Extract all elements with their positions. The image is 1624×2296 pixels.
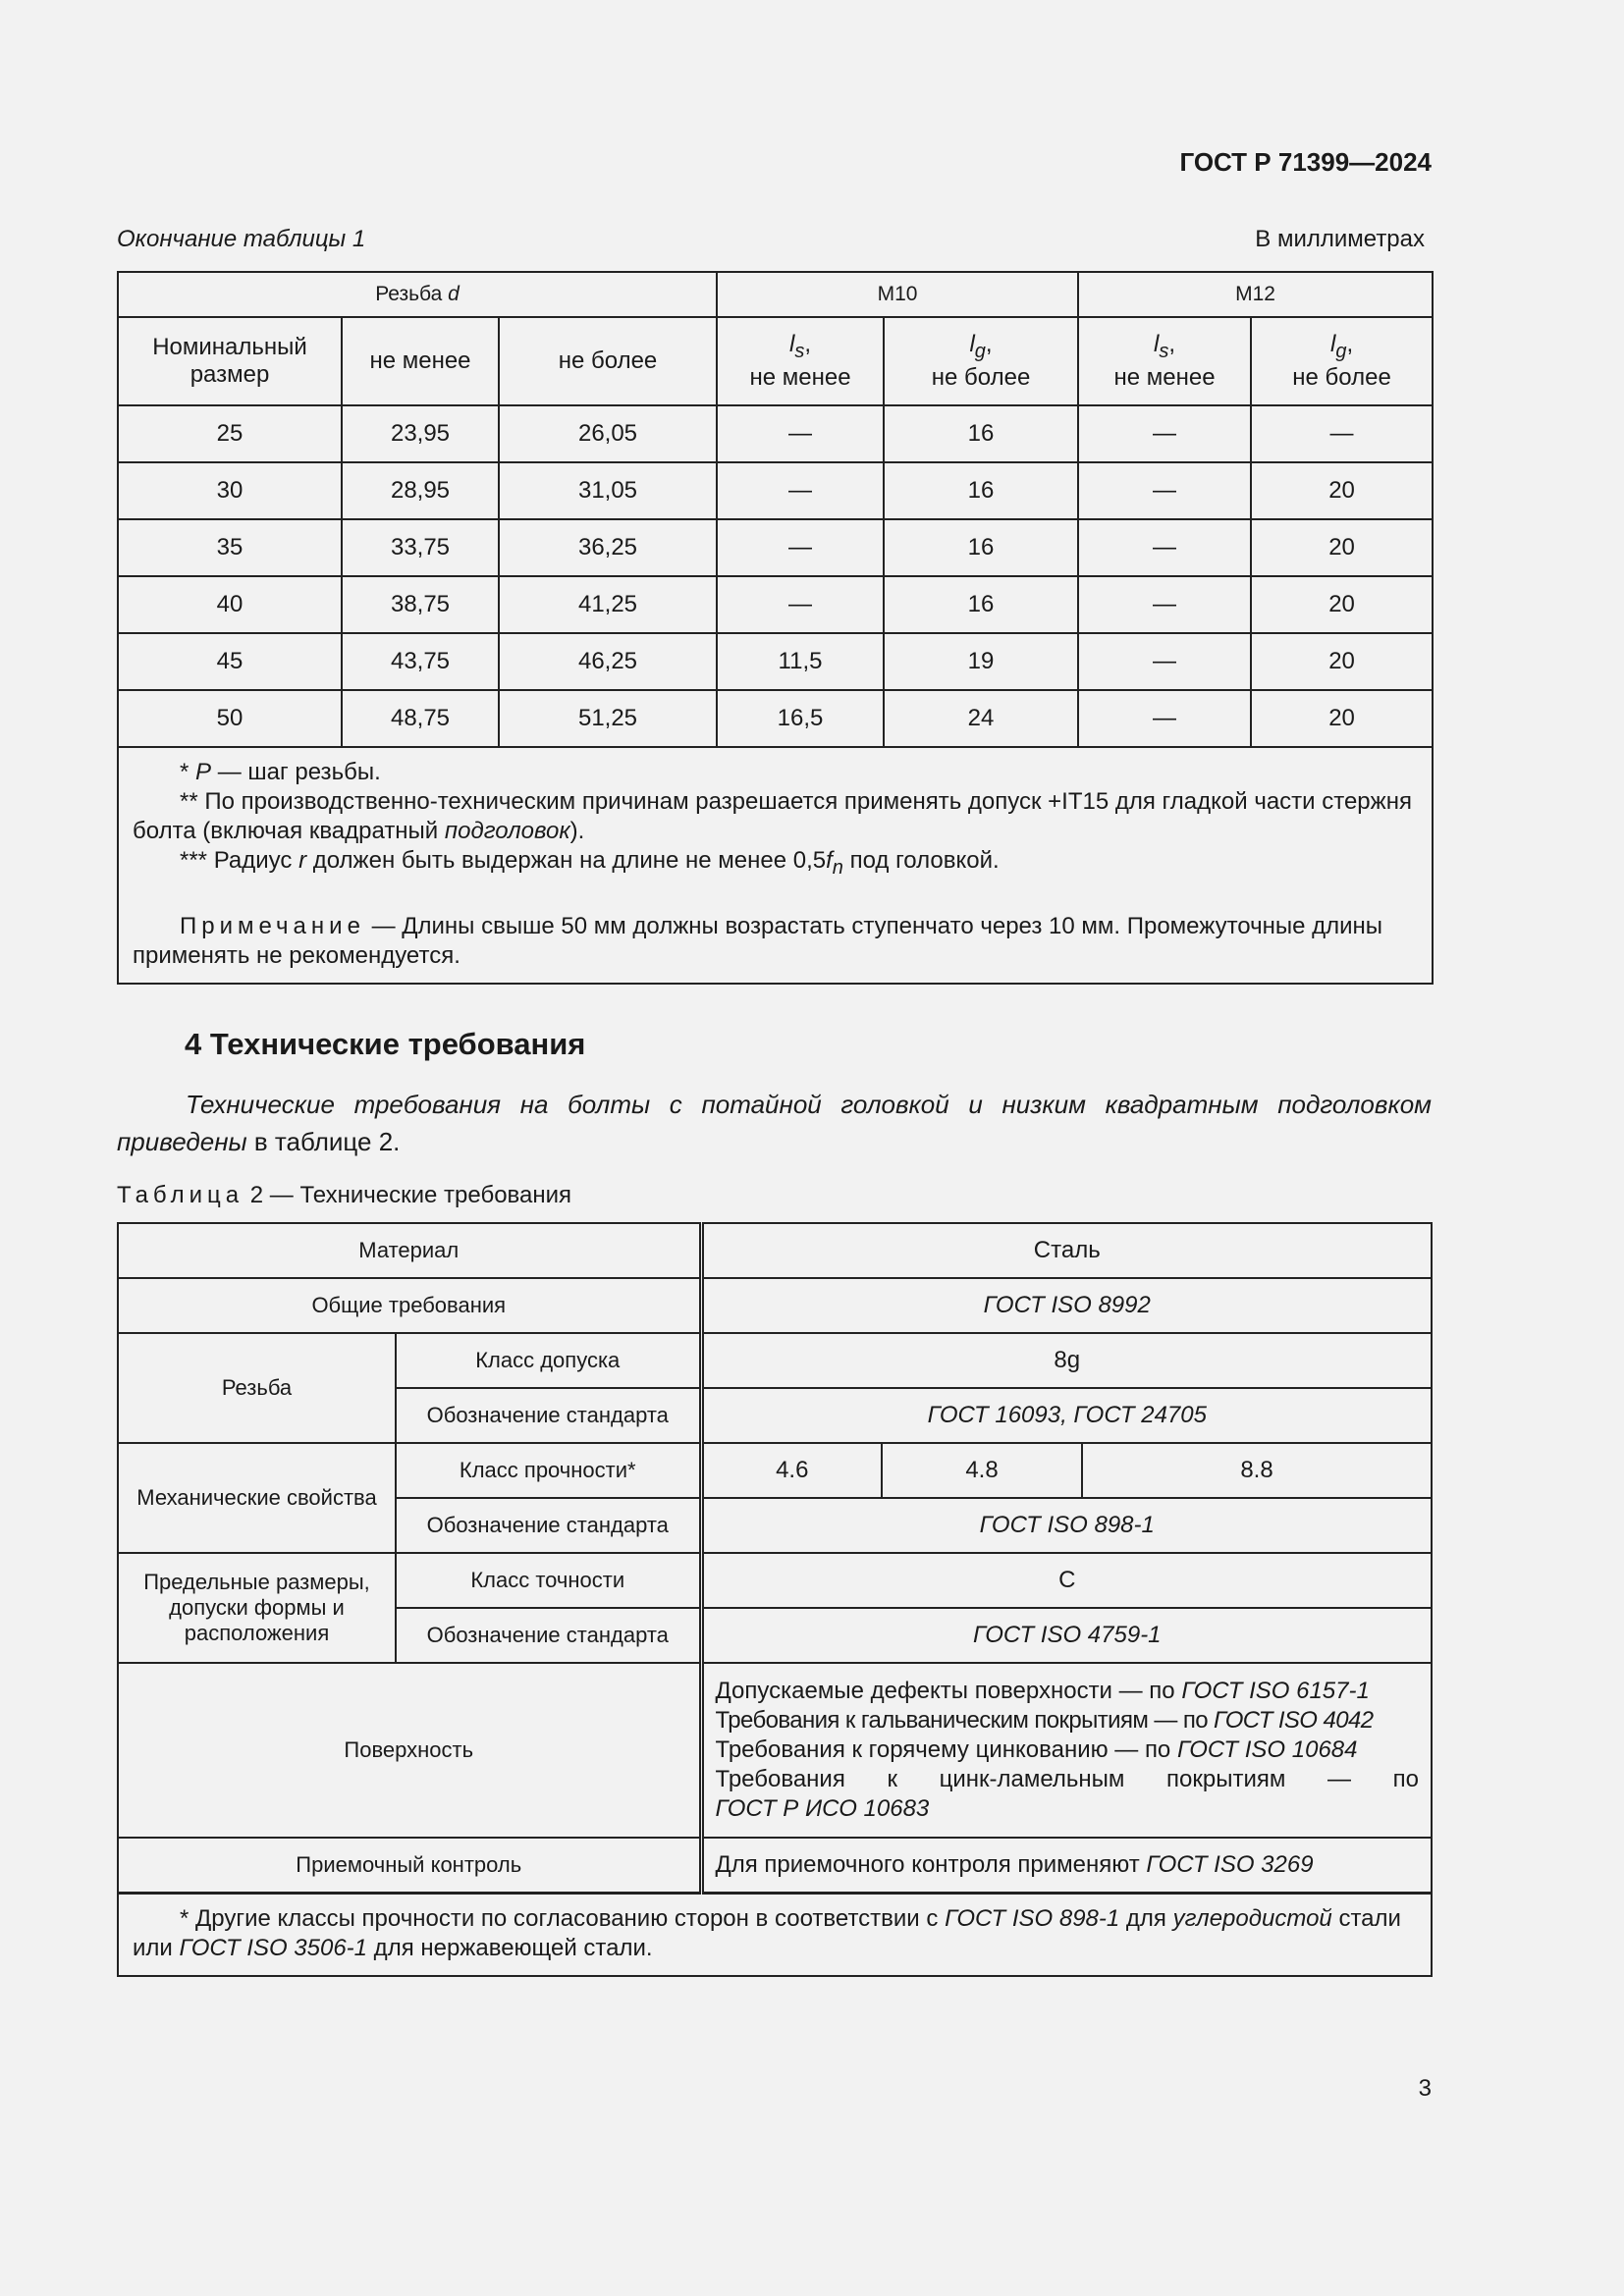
table2-footnote: * Другие классы прочности по согласованию сторон в соответствии с ГОСТ ISO 898-1 для углеродистой стали или ГОСТ ISO 3506-1 для нержавеющей стали.	[118, 1894, 1432, 1977]
thread-standard-value: ГОСТ 16093, ГОСТ 24705	[701, 1388, 1432, 1443]
mechanical-properties-label: Механические свойства	[118, 1443, 396, 1553]
table-row	[118, 1663, 1432, 1838]
table1	[117, 271, 1434, 985]
cell: 30	[118, 462, 342, 519]
cell: 20	[1251, 519, 1433, 576]
cell: 24	[884, 690, 1078, 747]
cell: 26,05	[499, 405, 717, 462]
thread-label: Резьба	[118, 1333, 396, 1443]
table1-caption: Окончание таблицы 1	[117, 226, 366, 252]
surface-line: Требования к горячему цинкованию — по ГОСТ ISO 10684	[715, 1736, 1358, 1763]
min-header: не менее	[342, 317, 499, 405]
table-row	[118, 462, 1433, 519]
table-row	[118, 1223, 1432, 1278]
cell: 43,75	[342, 633, 499, 690]
table1-column-header-row	[118, 317, 1433, 405]
cell: 11,5	[717, 633, 884, 690]
table-row	[118, 1443, 1432, 1498]
strength-class-4-6: 4.6	[701, 1443, 882, 1498]
accuracy-class-label: Класс точности	[396, 1553, 701, 1608]
cell: 46,25	[499, 633, 717, 690]
limits-standard-label: Обозначение стандарта	[396, 1608, 701, 1663]
cell: 23,95	[342, 405, 499, 462]
surface-line: Требования к гальваническим покрытиям — по ГОСТ ISO 4042	[715, 1707, 1374, 1734]
section-4-paragraph: Технические требования на болты с потайной головкой и низким квадратным подголовком приведены в таблице 2.	[117, 1090, 1432, 1156]
cell: 50	[118, 690, 342, 747]
cell: 40	[118, 576, 342, 633]
m10-ls-min-header: $l_s$, не менее	[717, 317, 884, 405]
limits-standard-value: ГОСТ ISO 4759-1	[701, 1608, 1432, 1663]
cell: 31,05	[499, 462, 717, 519]
strength-class-label: Класс прочности*	[396, 1443, 701, 1498]
surface-line: Допускаемые дефекты поверхности — по ГОСТ ISO 6157-1	[715, 1678, 1370, 1704]
acceptance-value: Для приемочного контроля применяют ГОСТ ISO 3269	[701, 1838, 1432, 1894]
cell: 19	[884, 633, 1078, 690]
table-row	[118, 1838, 1432, 1894]
footnote-3: *** Радиус r должен быть выдержан на длине не менее $0,5f_n$ под головкой.	[180, 847, 1000, 879]
strength-class-4-8: 4.8	[882, 1443, 1082, 1498]
surface-line: ГОСТ Р ИСО 10683	[715, 1795, 930, 1822]
document-code: ГОСТ Р 71399—2024	[1179, 147, 1432, 177]
table-row	[118, 1553, 1432, 1608]
cell: 35	[118, 519, 342, 576]
surface-line: Требования к цинк-ламельным покрытиям — по	[715, 1766, 1420, 1792]
table-row	[118, 576, 1433, 633]
max-header: не более	[499, 317, 717, 405]
surface-label: Поверхность	[118, 1663, 701, 1838]
table1-notes	[118, 747, 1433, 984]
cell: —	[1078, 462, 1251, 519]
m10-lg-max-header: $l_g$, не более	[884, 317, 1078, 405]
cell: 25	[118, 405, 342, 462]
material-label: Материал	[118, 1223, 701, 1278]
cell: 28,95	[342, 462, 499, 519]
cell: —	[1078, 405, 1251, 462]
table1-remark: Примечание — Длины свыше 50 мм должны возрастать ступенчато через 10 мм. Промежуточные длины применять не рекомендуется.	[133, 912, 1383, 969]
cell: —	[1078, 519, 1251, 576]
footnote-1: * P — шаг резьбы.	[180, 759, 381, 785]
cell: 33,75	[342, 519, 499, 576]
cell: 16	[884, 405, 1078, 462]
cell: 51,25	[499, 690, 717, 747]
strength-class-8-8: 8.8	[1082, 1443, 1432, 1498]
cell: 16	[884, 519, 1078, 576]
cell: —	[1078, 576, 1251, 633]
cell: 20	[1251, 576, 1433, 633]
table-row	[118, 519, 1433, 576]
cell: 16,5	[717, 690, 884, 747]
cell: 38,75	[342, 576, 499, 633]
cell: 20	[1251, 690, 1433, 747]
m10-group-header: M10	[717, 272, 1078, 317]
table1-notes-row	[118, 747, 1433, 984]
material-value: Сталь	[701, 1223, 1432, 1278]
tolerance-class-value: 8g	[701, 1333, 1432, 1388]
table-row	[118, 1278, 1432, 1333]
cell: 36,25	[499, 519, 717, 576]
table2	[117, 1222, 1433, 1977]
m12-group-header: M12	[1078, 272, 1433, 317]
thread-standard-label: Обозначение стандарта	[396, 1388, 701, 1443]
m12-lg-max-header: $l_g$, не более	[1251, 317, 1433, 405]
accuracy-class-value: C	[701, 1553, 1432, 1608]
general-requirements-label: Общие требования	[118, 1278, 701, 1333]
table2-caption: Таблица 2 — Технические требования	[117, 1182, 572, 1208]
table1-group-header-row	[118, 272, 1433, 317]
cell: —	[717, 519, 884, 576]
cell: 41,25	[499, 576, 717, 633]
page-number: 3	[1418, 2075, 1432, 2102]
tolerance-class-label: Класс допуска	[396, 1333, 701, 1388]
limits-label: Предельные размеры, допуски формы и расположения	[118, 1553, 396, 1663]
footnote-2: ** По производственно-техническим причинам разрешается применять допуск +IT15 для гладкой части стержня болта (включая квадратный подголовок).	[133, 788, 1412, 844]
cell: —	[717, 462, 884, 519]
cell: —	[1251, 405, 1433, 462]
cell: 20	[1251, 633, 1433, 690]
table-row	[118, 1333, 1432, 1388]
cell: —	[717, 405, 884, 462]
cell: —	[1078, 633, 1251, 690]
m12-ls-min-header: $l_s$, не менее	[1078, 317, 1251, 405]
nominal-size-header: Номинальный размер	[118, 317, 342, 405]
cell: 45	[118, 633, 342, 690]
thread-group-header: Резьба d	[118, 272, 717, 317]
general-requirements-value: ГОСТ ISO 8992	[701, 1278, 1432, 1333]
table-row	[118, 633, 1433, 690]
mechanical-standard-label: Обозначение стандарта	[396, 1498, 701, 1553]
table2-footnote-row	[118, 1894, 1432, 1977]
surface-requirements	[701, 1663, 1432, 1838]
table-row	[118, 405, 1433, 462]
table1-units: В миллиметрах	[1255, 226, 1425, 252]
cell: —	[717, 576, 884, 633]
acceptance-label: Приемочный контроль	[118, 1838, 701, 1894]
section-4-title: 4 Технические требования	[185, 1027, 586, 1061]
mechanical-standard-value: ГОСТ ISO 898-1	[701, 1498, 1432, 1553]
cell: 16	[884, 462, 1078, 519]
cell: 48,75	[342, 690, 499, 747]
table-row	[118, 690, 1433, 747]
cell: 16	[884, 576, 1078, 633]
cell: 20	[1251, 462, 1433, 519]
cell: —	[1078, 690, 1251, 747]
